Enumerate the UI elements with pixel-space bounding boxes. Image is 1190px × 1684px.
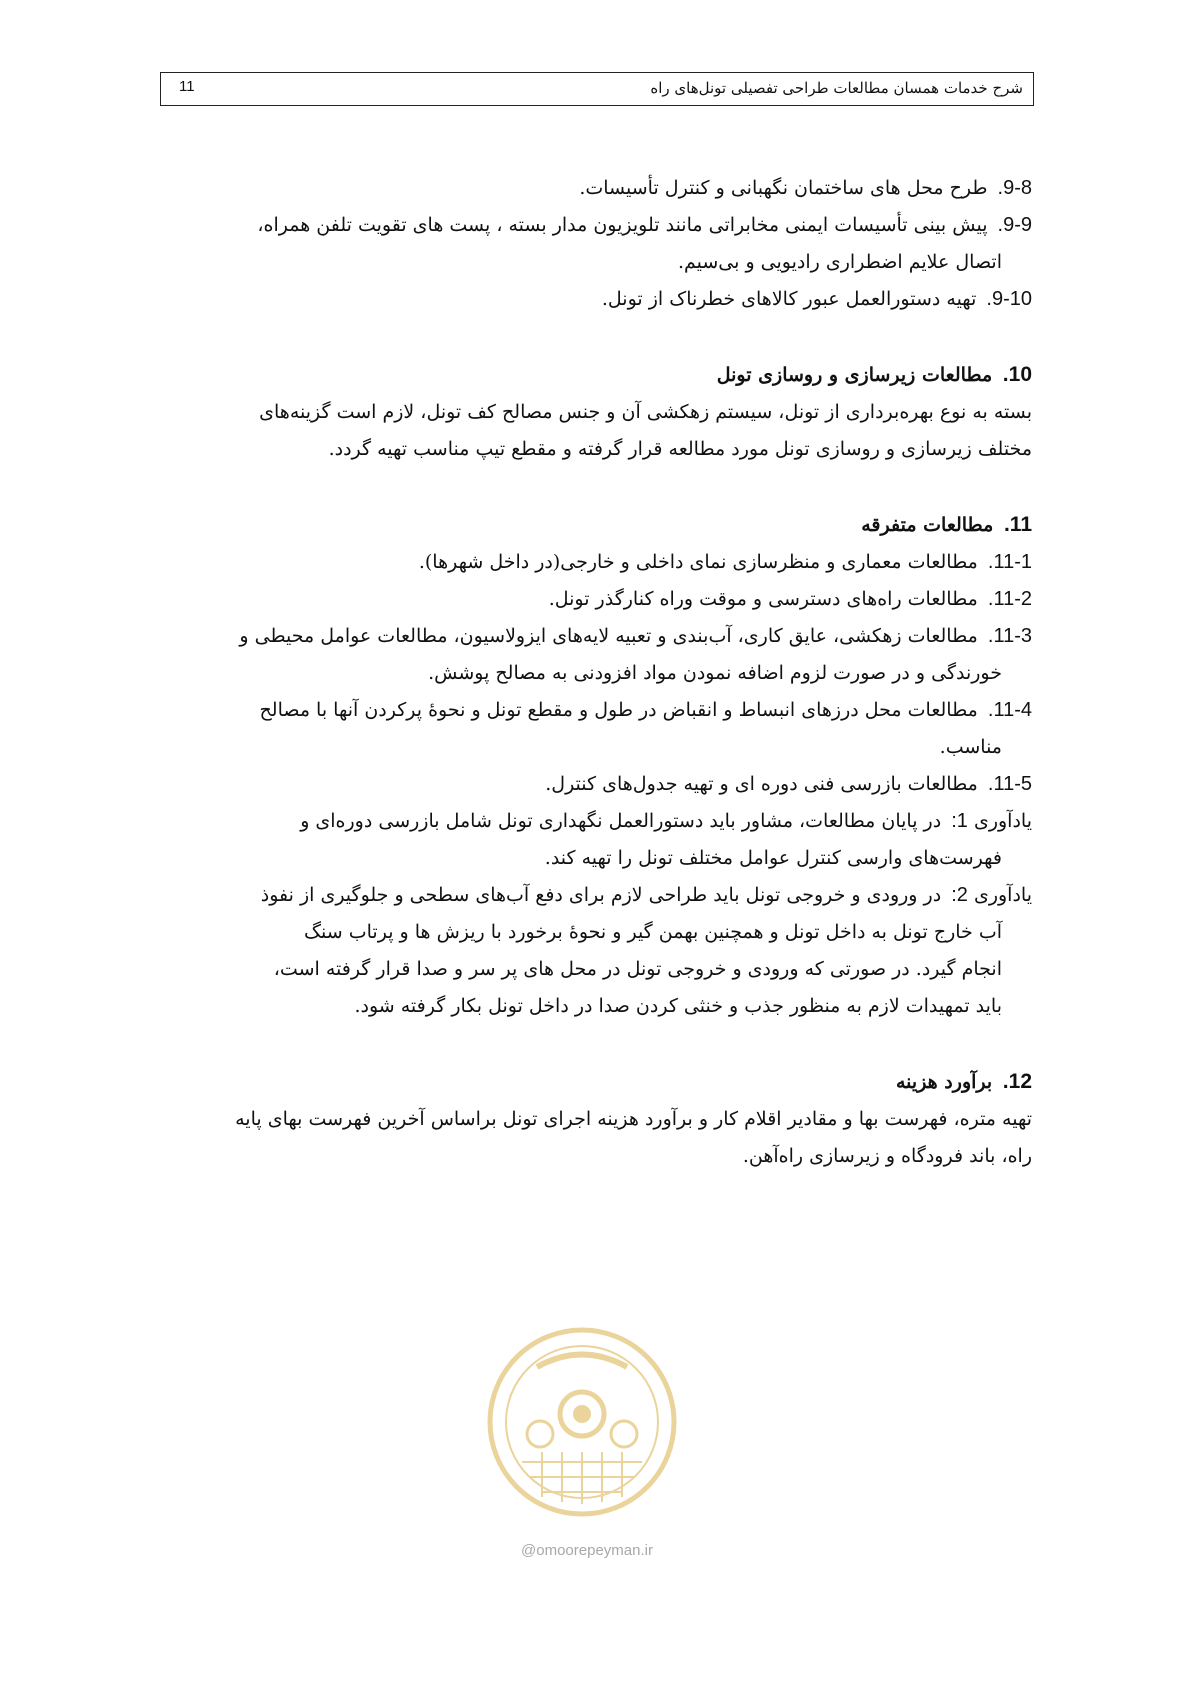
paragraph-10-line-2: مختلف زیرسازی و روسازی تونل مورد مطالعه قرار گرفته و مقطع تیپ مناسب تهیه گردد. [328,438,1032,460]
list-item-11-4: 11-4. مطالعات محل درزهای انبساط و انقباض در طول و مقطع تونل و نحوهٔ پرکردن آنها با مصالح [259,699,1032,721]
list-item-11-5: 11-5. مطالعات بازرسی فنی دوره ای و تهیه جدول‌های کنترل. [545,773,1032,795]
note-2: یادآوری 2: در ورودی و خروجی تونل باید طراحی لازم برای دفع آب‌های سطحی و جلوگیری از نفوذ [260,884,1032,906]
paragraph-12-line-2: راه، باند فرودگاه و زیرسازی راه‌آهن. [742,1145,1032,1167]
list-item-11-2: 11-2. مطالعات راه‌های دسترسی و موقت وراه کنارگذر تونل. [548,588,1032,610]
watermark-seal-icon [482,1322,682,1522]
list-item-11-4-cont: مناسب. [939,736,1002,758]
note-2-cont-2: انجام گیرد. در صورتی که ورودی و خروجی تونل در محل های پر سر و صدا قرار گرفته است، [273,958,1002,980]
section-heading-11: 11. مطالعات متفرقه [861,513,1032,536]
note-2-cont-3: باید تمهیدات لازم به منظور جذب و خنثی کردن صدا در داخل تونل بکار گرفته شود. [354,995,1002,1017]
list-item-9-10: 9-10. تهیه دستورالعمل عبور کالاهای خطرناک از تونل. [601,288,1032,310]
list-item-9-9: 9-9. پیش بینی تأسیسات ایمنی مخابراتی مانند تلویزیون مدار بسته ، پست های تقویت تلفن همراه، [257,214,1032,236]
list-item-11-1: 11-1. مطالعات معماری و منظرسازی نمای داخلی و خارجی(در داخل شهرها). [418,551,1032,573]
note-1: یادآوری 1: در پایان مطالعات، مشاور باید دستورالعمل نگهداری تونل شامل بازرسی دوره‌ای و [300,810,1032,832]
list-item-11-3-cont: خورندگی و در صورت لزوم اضافه نمودن مواد افزودنی به مصالح پوشش. [428,662,1002,684]
list-item-9-9-cont: اتصال علایم اضطراری رادیویی و بی‌سیم. [677,251,1002,273]
paragraph-10-line-1: بسته به نوع بهره‌برداری از تونل، سیستم زهکشی آن و جنس مصالح کف تونل، لازم است گزینه‌های [259,401,1032,423]
list-item-11-3: 11-3. مطالعات زهکشی، عایق کاری، آب‌بندی و تعبیه لایه‌های ایزولاسیون، مطالعات عوامل محیطی و [239,625,1032,647]
section-heading-12: 12. برآورد هزینه [895,1070,1032,1093]
section-heading-10: 10. مطالعات زیرسازی و روسازی تونل [716,363,1032,386]
page-body [168,170,1032,1175]
page-header [160,72,1034,106]
page-number: 11 [179,78,195,95]
note-2-cont-1: آب خارج تونل به داخل تونل و همچنین بهمن گیر و نحوهٔ برخورد با ریزش ها و پرتاب سنگ [304,921,1002,943]
list-item-9-8: 9-8. طرح محل های ساختمان نگهبانی و کنترل تأسیسات. [579,177,1032,199]
watermark-text: @omoorepeyman.ir [521,1542,653,1559]
note-1-cont: فهرست‌های وارسی کنترل عوامل مختلف تونل را تهیه کند. [544,847,1002,869]
header-title: شرح خدمات همسان مطالعات طراحی تفصیلی تونل‌های راه [650,79,1023,97]
paragraph-12-line-1: تهیه متره، فهرست بها و مقادیر اقلام کار و برآورد هزینه اجرای تونل براساس آخرین فهرست بهای پایه [235,1108,1032,1130]
